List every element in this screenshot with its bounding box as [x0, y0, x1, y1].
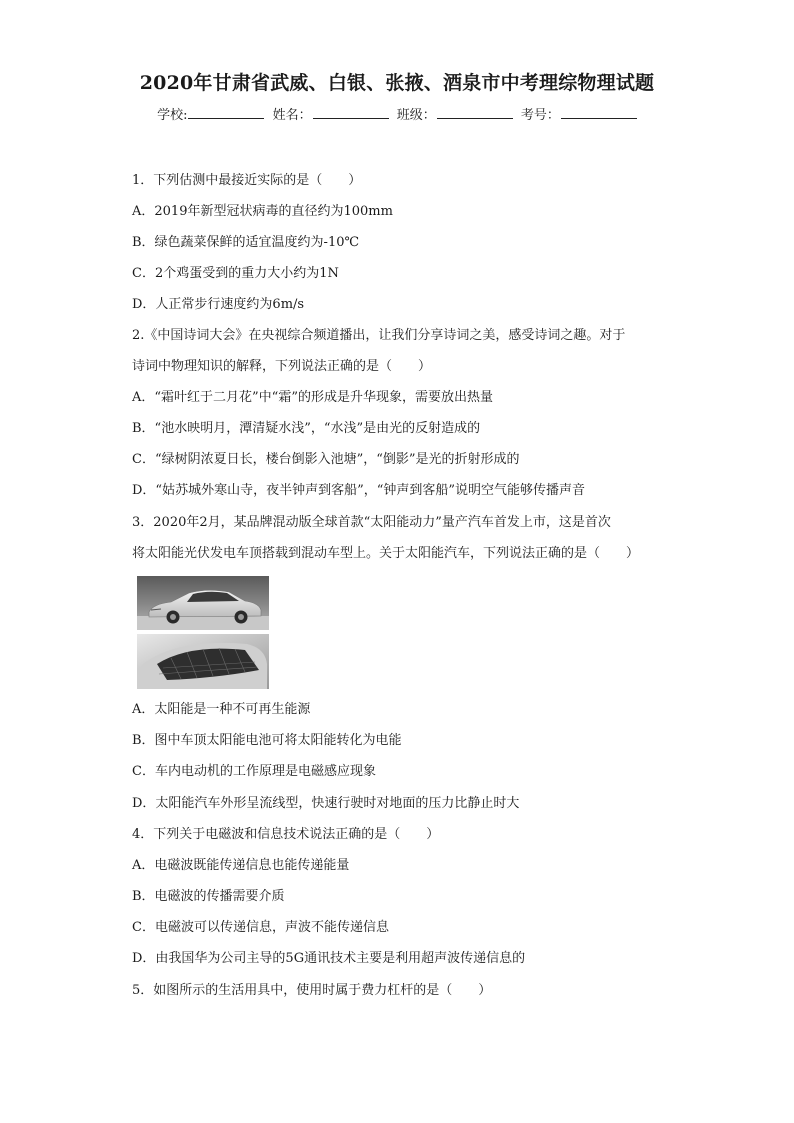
- q3-stem-line1: 3．2020年2月，某品牌混动版全球首款“太阳能动力”量产汽车首发上市，这是首次: [132, 515, 611, 530]
- school-blank: [188, 105, 264, 119]
- class-blank: [437, 105, 513, 119]
- q3-option-c: C．车内电动机的工作原理是电磁感应现象: [132, 764, 376, 779]
- q4-option-a: A．电磁波既能传递信息也能传递能量: [132, 858, 350, 873]
- q1-option-a: A．2019年新型冠状病毒的直径约为100mm: [132, 204, 393, 219]
- q2-stem-line2: 诗词中物理知识的解释，下列说法正确的是（ ）: [132, 359, 432, 374]
- exam-title: 2020年甘肃省武威、白银、张掖、酒泉市中考理综物理试题: [139, 72, 655, 94]
- school-field: 学校:: [157, 104, 264, 123]
- q2-stem-line1: 2.《中国诗词大会》在央视综合频道播出，让我们分享诗词之美，感受诗词之趣。对于: [132, 328, 626, 343]
- name-field: 姓名：: [273, 104, 389, 123]
- solar-roof-photo: [137, 634, 269, 689]
- q4-stem: 4．下列关于电磁波和信息技术说法正确的是（ ）: [132, 827, 440, 842]
- q4-option-b: B．电磁波的传播需要介质: [132, 889, 285, 904]
- class-field: 班级：: [397, 104, 513, 123]
- student-info-row: [0, 104, 794, 123]
- q3-stem-line2: 将太阳能光伏发电车顶搭载到混动车型上。关于太阳能汽车，下列说法正确的是（ ）: [132, 546, 640, 561]
- exam-number-field: 考号：: [521, 104, 637, 123]
- q4-option-c: C．电磁波可以传递信息，声波不能传递信息: [132, 920, 389, 935]
- q3-option-b: B．图中车顶太阳能电池可将太阳能转化为电能: [132, 733, 402, 748]
- q4-option-d: D．由我国华为公司主导的5G通讯技术主要是利用超声波传递信息的: [132, 951, 526, 966]
- car-photo: [137, 576, 269, 630]
- q5-stem: 5．如图所示的生活用具中，使用时属于费力杠杆的是（ ）: [132, 983, 492, 998]
- name-blank: [313, 105, 389, 119]
- q2-option-b: B．“池水映明月，潭清疑水浅”，“水浅”是由光的反射造成的: [132, 421, 481, 436]
- q2-option-d: D．“姑苏城外寒山寺，夜半钟声到客船”，“钟声到客船”说明空气能够传播声音: [132, 483, 586, 498]
- exam-number-blank: [561, 105, 637, 119]
- q3-option-a: A．太阳能是一种不可再生能源: [132, 702, 311, 717]
- q1-stem: 1．下列估测中最接近实际的是（ ）: [132, 173, 362, 188]
- q3-option-d: D．太阳能汽车外形呈流线型，快速行驶时对地面的压力比静止时大: [132, 796, 520, 811]
- q2-option-c: C．“绿树阴浓夏日长，楼台倒影入池塘”，“倒影”是光的折射形成的: [132, 452, 520, 467]
- q2-option-a: A．“霜叶红于二月花”中“霜”的形成是升华现象，需要放出热量: [132, 390, 493, 405]
- q1-option-c: C．2个鸡蛋受到的重力大小约为1N: [132, 266, 339, 281]
- q1-option-b: B．绿色蔬菜保鲜的适宜温度约为-10℃: [132, 235, 360, 250]
- q1-option-d: D．人正常步行速度约为6m/s: [132, 297, 305, 312]
